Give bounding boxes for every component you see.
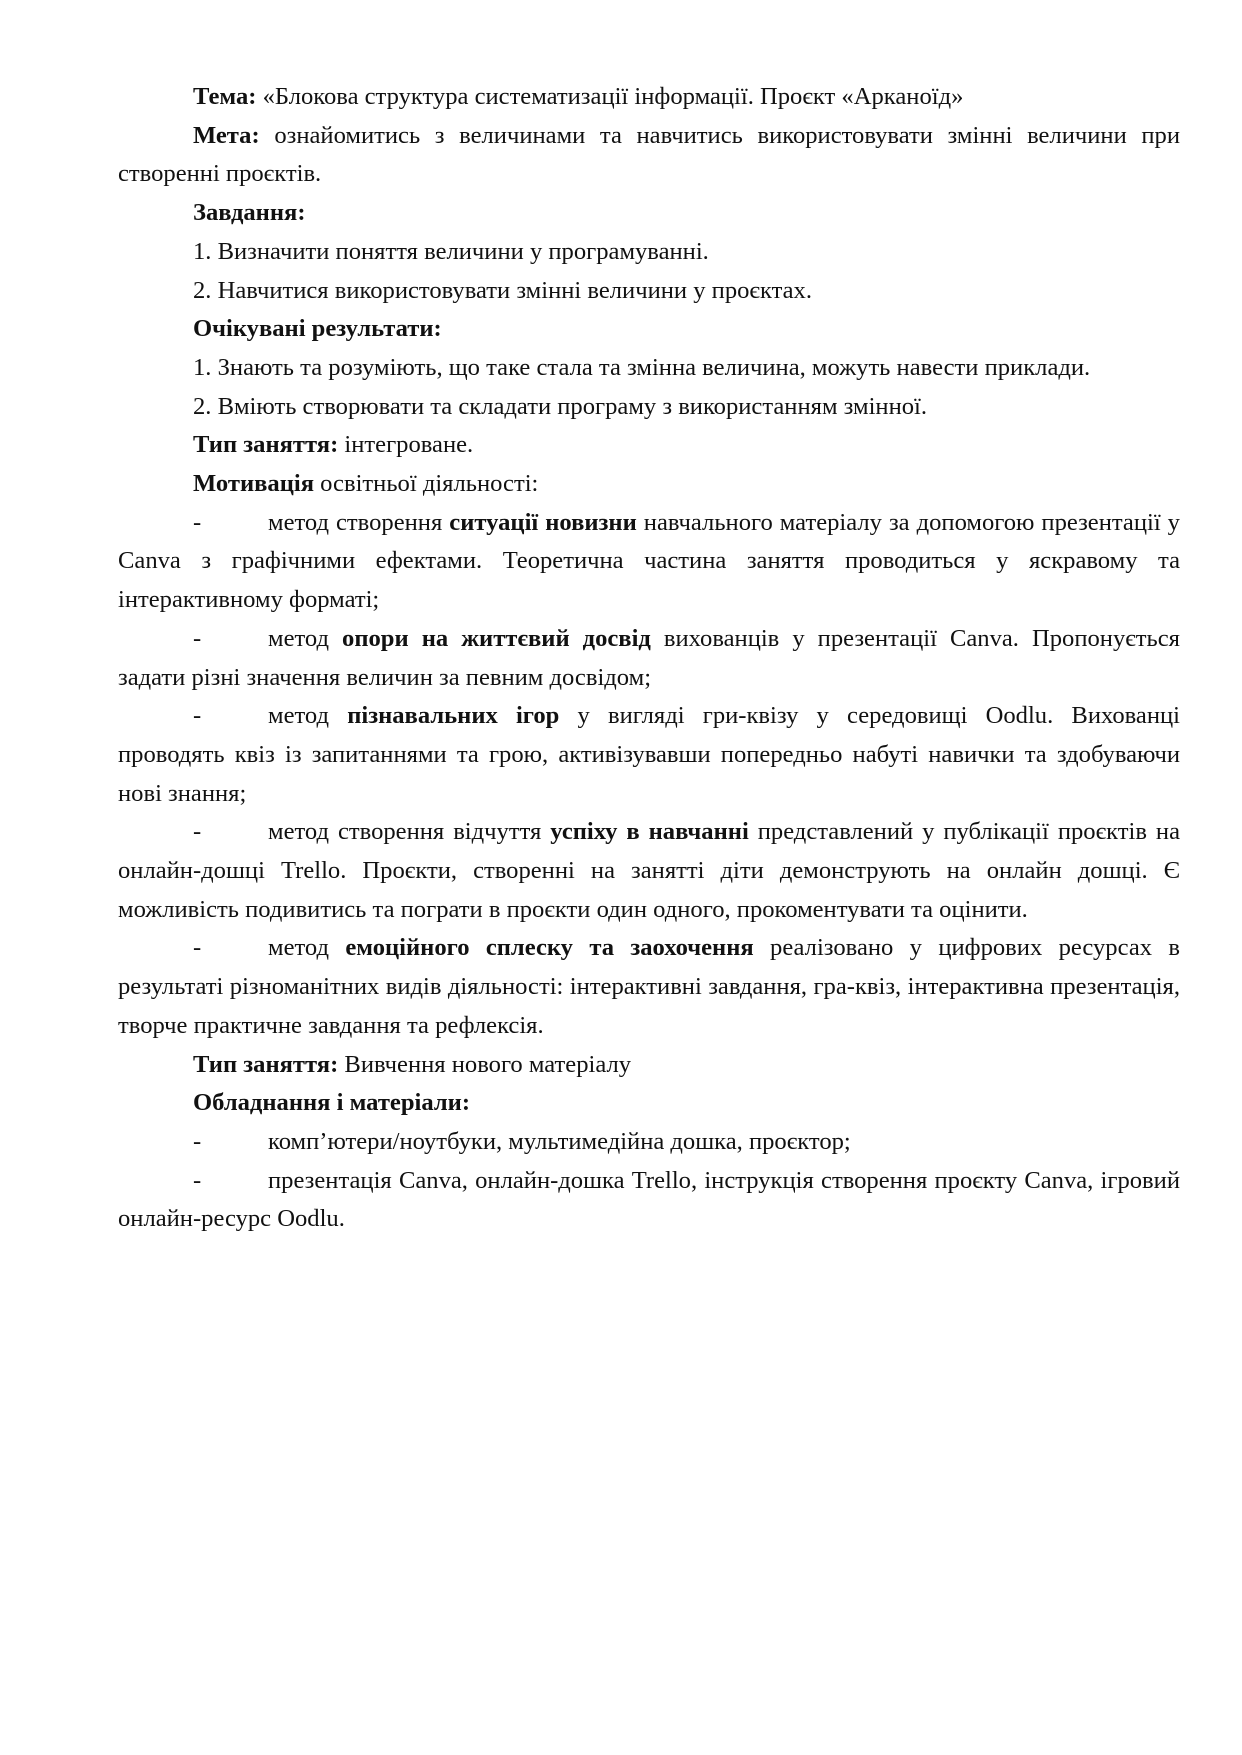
method-text-after: у вигляді гри-квізу у середовищі Oodlu. Вихованці проводять квіз із запитаннями та грою, активізувавши попередньо набуті навички та здобуваючи нові знання;	[118, 702, 1181, 807]
equipment-item-text: комп’ютери/ноутбуки, мультимедійна дошка, проєктор;	[268, 1127, 851, 1155]
goal-label: Мета:	[193, 121, 260, 149]
method-text-before: метод	[268, 624, 343, 652]
equipment-item-text: презентація Canva, онлайн-дошка Trello, інструкція створення проєкту Canva, ігровий онлайн-ресурс Oodlu.	[118, 1166, 1180, 1233]
tasks-label: Завдання:	[193, 199, 306, 227]
method-text-after: навчального матеріалу за допомогою презентації у Canva з графічними ефектами. Теоретична частина заняття проводиться у яскравому та інтерактивному форматі;	[118, 508, 1180, 614]
motivation-text: освітньої діяльності:	[314, 470, 539, 498]
goal-text: ознайомитись з величинами та навчитись використовувати змінні величини при створенні проєктів.	[118, 121, 1180, 188]
list-dash: -	[193, 508, 202, 536]
method-text-after: представлений у публікації проєктів на онлайн-дошці Trello. Проєкти, створенні на занятті діти демонструють на онлайн дошці. Є можливість подивитись та пограти в проєкти один одного, прокоментувати та оцінити.	[118, 818, 1180, 923]
method-text-after: вихованців у презентації Canva. Пропонується задати різні значення величин за певним досвідом;	[118, 624, 1180, 691]
method-bold-term: пізнавальних ігор	[347, 702, 560, 730]
method-bold-term: ситуації новизни	[449, 508, 637, 536]
equipment-label: Обладнання і матеріали:	[193, 1089, 471, 1117]
motivation-method-item	[118, 504, 1180, 620]
topic-paragraph	[118, 78, 1180, 117]
goal-paragraph	[118, 117, 1180, 194]
task-item: 1. Визначити поняття величини у програмуванні.	[193, 237, 709, 265]
motivation-method-item	[118, 620, 1180, 697]
motivation-method-item	[118, 697, 1180, 813]
task-item: 2. Навчитися використовувати змінні величини у проєктах.	[193, 276, 812, 304]
list-dash: -	[193, 1127, 202, 1155]
method-text-after: реалізовано у цифрових ресурсах в результаті різноманітних видів діяльності: інтерактивні завдання, гра-квіз, інтерактивна презентація, творче практичне завдання та рефлексія.	[118, 934, 1180, 1039]
method-bold-term: успіху в навчанні	[550, 818, 749, 846]
tasks-heading	[118, 194, 1180, 233]
topic-text: «Блокова структура систематизації інформації. Проєкт «Арканоїд»	[256, 83, 964, 110]
lesson-type-paragraph	[118, 426, 1180, 465]
lesson-type-label: Тип заняття:	[193, 1050, 339, 1078]
motivation-paragraph	[118, 465, 1180, 504]
motivation-method-item	[118, 929, 1180, 1045]
expected-results-heading	[118, 310, 1180, 349]
equipment-item	[118, 1162, 1180, 1239]
list-dash: -	[193, 1166, 202, 1194]
expected-result-item: 1. Знають та розуміють, що таке стала та змінна величина, можуть навести приклади.	[193, 353, 1091, 381]
motivation-label: Мотивація	[193, 470, 314, 498]
expected-results-label: Очікувані результати:	[193, 315, 442, 343]
method-text-before: метод	[268, 934, 346, 962]
equipment-heading	[118, 1084, 1180, 1123]
document-page	[118, 78, 1180, 1239]
list-dash: -	[193, 818, 202, 846]
equipment-item	[118, 1123, 1180, 1162]
topic-label: Тема:	[193, 83, 257, 110]
motivation-method-item	[118, 813, 1180, 929]
list-dash: -	[193, 934, 202, 962]
method-text-before: метод створення відчуття	[268, 818, 551, 846]
lesson-type-value: Вивчення нового матеріалу	[338, 1050, 632, 1078]
lesson-type-paragraph	[118, 1046, 1180, 1085]
method-bold-term: опори на життєвий досвід	[342, 624, 651, 652]
list-dash: -	[193, 702, 202, 730]
expected-result-item: 2. Вміють створювати та складати програму з використанням змінної.	[193, 392, 928, 420]
lesson-type-value: інтегроване.	[338, 431, 474, 459]
method-text-before: метод	[268, 702, 348, 730]
method-bold-term: емоційного сплеску та заохочення	[345, 934, 754, 962]
list-dash: -	[193, 624, 202, 652]
method-text-before: метод створення	[268, 508, 450, 536]
lesson-type-label: Тип заняття:	[193, 431, 339, 459]
